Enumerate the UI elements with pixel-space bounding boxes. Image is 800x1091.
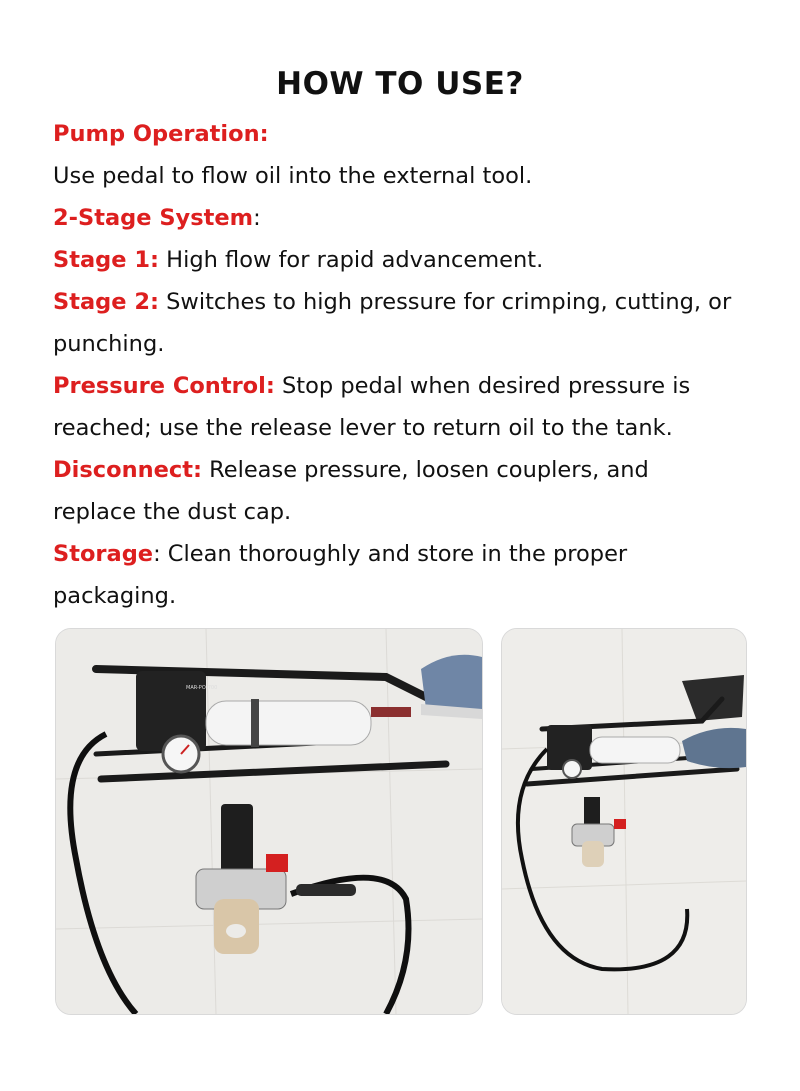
pump-operation-label: Pump Operation: <box>53 121 269 147</box>
instructions <box>53 113 763 617</box>
stage-1-line <box>53 239 763 281</box>
disconnect-line <box>53 449 763 491</box>
pump-photo-right <box>501 628 747 1015</box>
stage-2-text: Switches to high pressure for crimping, cutting, or <box>159 289 732 315</box>
storage-text: : Clean thoroughly and store in the proper <box>153 541 628 567</box>
storage-line <box>53 533 763 575</box>
stage-2-text-cont: punching. <box>53 331 165 357</box>
page-title: HOW TO USE? <box>276 66 524 102</box>
storage-text-cont: packaging. <box>53 583 177 609</box>
stage-2-line <box>53 281 763 323</box>
disconnect-label: Disconnect: <box>53 457 202 483</box>
foot-pump-illustration <box>56 629 482 1014</box>
pump-setup-illustration <box>502 629 746 1014</box>
stage-1-label: Stage 1: <box>53 247 159 273</box>
pump-photo-left <box>55 628 483 1015</box>
model-badge: MAR-PO-700 <box>186 685 218 691</box>
pump-operation-text: Use pedal to flow oil into the external tool. <box>53 163 533 189</box>
storage-label: Storage <box>53 541 154 567</box>
pressure-control-text-cont: reached; use the release lever to return oil to the tank. <box>53 415 673 441</box>
disconnect-text-cont: replace the dust cap. <box>53 499 292 525</box>
pressure-control-text: Stop pedal when desired pressure is <box>274 373 691 399</box>
stage-2-label: Stage 2: <box>53 289 159 315</box>
two-stage-heading <box>53 197 763 239</box>
disconnect-text: Release pressure, loosen couplers, and <box>201 457 649 483</box>
stage-1-text: High flow for rapid advancement. <box>159 247 544 273</box>
two-stage-label: 2-Stage System <box>53 205 254 231</box>
pump-operation-heading <box>53 113 763 155</box>
two-stage-colon: : <box>253 205 261 231</box>
pressure-control-line <box>53 365 763 407</box>
pressure-control-label: Pressure Control: <box>53 373 275 399</box>
